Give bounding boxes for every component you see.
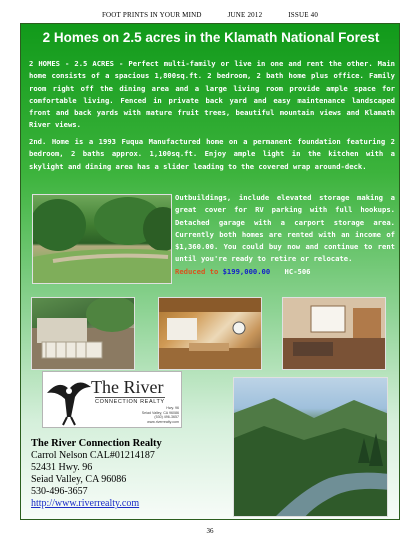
contact-block	[31, 438, 221, 511]
eagle-icon	[45, 373, 93, 428]
river-connection-realty-logo	[42, 371, 182, 428]
living-room-illustration	[283, 298, 386, 370]
issue-number: ISSUE 40	[288, 11, 319, 19]
listing-panel	[20, 23, 400, 520]
agency-name: The River Connection Realty	[31, 438, 162, 449]
issue-date: JUNE 2012	[227, 11, 263, 19]
klamath-river-photo	[233, 377, 388, 517]
street-address: 52431 Hwy. 96	[31, 462, 93, 474]
deck-photo	[31, 297, 135, 370]
listing-description-main: 2 HOMES - 2.5 ACRES - Perfect multi-family or live in one and rent the other. Main home consists of a spacious 1,800sq.ft. 2 bedroom, 2 bath home plus office. Family room right off the dining area and a large living room provide ample space for comfortable living. Fenced in private back yard and easy maintenance landscaped front and back yards with mature fruit trees, beautiful mountain views and Klamath River views.	[29, 59, 395, 130]
logo-contact-details: Hwy. 96 Seiad Valley, CA 96086 (530) 496-3657 www.riverrealty.com	[141, 406, 179, 424]
listing-code: HC-506	[284, 267, 311, 276]
listing-description-outbuildings: Outbuildings, include elevated storage making a great cover for RV parking with full hookups. Detached garage with a carport storage area. Currently both homes are rented with an income of $1,360.00. You could buy now and continue to rent until you're ready to retire or relocate.	[175, 193, 395, 264]
website-link[interactable]: http://www.riverrealty.com	[31, 498, 140, 510]
price-label: Reduced to	[175, 267, 219, 276]
kitchen-photo	[158, 297, 262, 370]
agent-name: Carrol Nelson CAL#01214187	[31, 450, 155, 462]
price-value: $199,000.00	[222, 267, 271, 276]
living-room-photo	[282, 297, 386, 370]
deck-illustration	[32, 298, 135, 370]
property-exterior-photo	[32, 194, 172, 284]
price-line	[175, 267, 311, 276]
page-number: 36	[206, 527, 214, 535]
listing-title: 2 Homes on 2.5 acres in the Klamath National Forest	[42, 30, 380, 45]
listing-description-second-home: 2nd. Home is a 1993 Fuqua Manufactured home on a permanent foundation featuring 2 bedroom, 2 baths approx. 1,100sq.ft. Enjoy ample light in the kitchen with a skylight and dining area has a slider leading to the covered wrap around-deck.	[29, 137, 395, 171]
logo-wordmark: The River	[91, 377, 164, 397]
property-exterior-illustration	[33, 195, 172, 284]
logo-subtitle: CONNECTION REALTY	[95, 399, 165, 405]
page-header	[0, 11, 420, 19]
river-illustration	[234, 378, 388, 517]
phone-number: 530-496-3657	[31, 486, 88, 498]
kitchen-illustration	[159, 298, 262, 370]
publication-name: FOOT PRINTS IN YOUR MIND	[101, 11, 202, 19]
city-state-zip: Seiad Valley, CA 96086	[31, 474, 127, 486]
